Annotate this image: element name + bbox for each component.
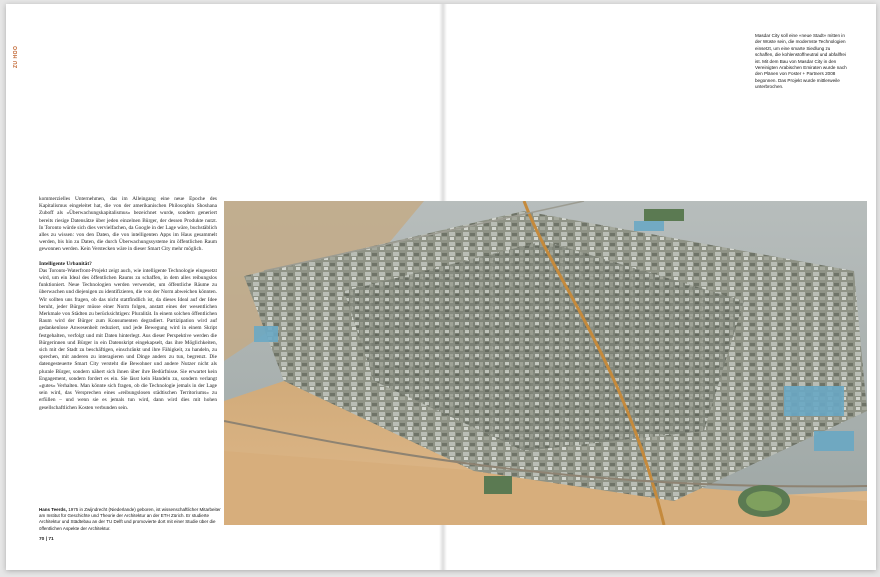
author-bio-text: 1975 in Zwijndrecht (Niederlande) geboren, ist wissenschaftlicher Mitarbeiter am Institut für Geschichte und Theorie der Architektur an der ETH Zürich. Er studierte Architektur und Städtebau an der TU Delft und promovierte dort mit einer Studie über die öffentlichen Aspekte der Architektur. — [39, 507, 221, 531]
author-name: Hans Teerds, — [39, 507, 67, 512]
author-bio — [39, 507, 221, 532]
photo-caption: Masdar City soll eine «neue Stadt» mitten in der Wüste sein, die modernste Technologien einsetzt, um eine smarte Siedlung zu schaffen, die kohlenstoffneutral und abfallfrei ist. Mit dem Bau von Masdar City in den Vereinigten Arabischen Emiraten wurde nach den Plänen von Foster + Partners 2008 begonnen. Das Projekt wurde mittlerweile unterbrochen. — [755, 33, 847, 90]
paragraph-1: kommerzielles Unternehmen, das im Alleingang eine neue Epoche des Kapitalismus eingeleitet hat, die von der amerikanischen Philosophin Shoshana Zuboff als «Überwachungskapitalismus» bezeichnet wurde, sondern generiert bereits riesige Datensätze über jeden einzelnen Bürger, der dessen Produkte nutzt. In Toronto würde sich dies vervielfachen, da Google in der Lage wäre, buchstäblich alles zu wissen: von den Daten, die von intelligenten Apps im Haus gesammelt werden, bis hin zu Daten, die durch Überwachungssysteme im öffentlichen Raum gewonnen werden. Kein Verstecken wäre in dieser Smart City mehr möglich. — [39, 196, 217, 253]
aerial-city-photo — [224, 201, 867, 525]
aerial-photo-illustration — [224, 201, 867, 525]
section-heading: Intelligente Urbanität? — [39, 260, 92, 267]
running-head — [13, 38, 23, 70]
page-numbers: 70 | 71 — [39, 537, 54, 542]
article-body — [39, 196, 217, 412]
running-head-text: ZU HOO — [13, 45, 19, 68]
paragraph-2: Das Toronto-Waterfront-Projekt zeigt auch, wie intelligente Technologie eingesetzt wird, um ein Ideal des öffentlichen Raums zu schaffen, in dem alles reibungslos funktioniert. Neue Technologien werden verwendet, um öffentliche Räume zu überwachen und diejenigen zu identifizieren, die von der Norm abweichen könnten. Wir sollten uns fragen, ob das nicht stattfindlich ist, da dieses Ideal auf der Idee beruht, jeder Bürger müsse einer Norm folgen, anstatt eines der wesentlichen Merkmale von Städten zu berücksichtigen: Pluralität. In einem solchen öffentlichen Raum wird der Bürger zum Konsumenten degradiert. Partizipation wird auf gedankenlose Anwesenheit reduziert, und jede Bewegung wird in einem Skript festgehalten, verfolgt und mit Daten hinterlegt. Aus dieser Perspektive werden die Bürgerinnen und Bürger in ein Datenskript eingekapselt, das ihre Möglichkeiten, sich mit der Stadt zu beschäftigen, einschränkt und ihre Fähigkeit, zu handeln, zu sprechen, mit anderen zu interagieren und Dinge anders zu tun, begrenzt. Die datengesteuerte Smart City versteht die Bewohner und andere Nutzer nicht als plurale Bürger, sondern nähert sich ihnen über ihre Bedürfnisse. Sie erwartet kein Engagement, sondern fordert es ein. Sie lässt kein Handeln zu, sondern verlangt «gutes» Verhalten. Man könnte sich fragen, ob die Technologie jemals in der Lage sein wird, das Versprechen eines «reibungslosen städtischen Territoriums» zu erfüllen – und wenn sie es jemals tun wird, dann wird dies mit hohen gesellschaftlichen Kosten verbunden sein. — [39, 267, 217, 411]
